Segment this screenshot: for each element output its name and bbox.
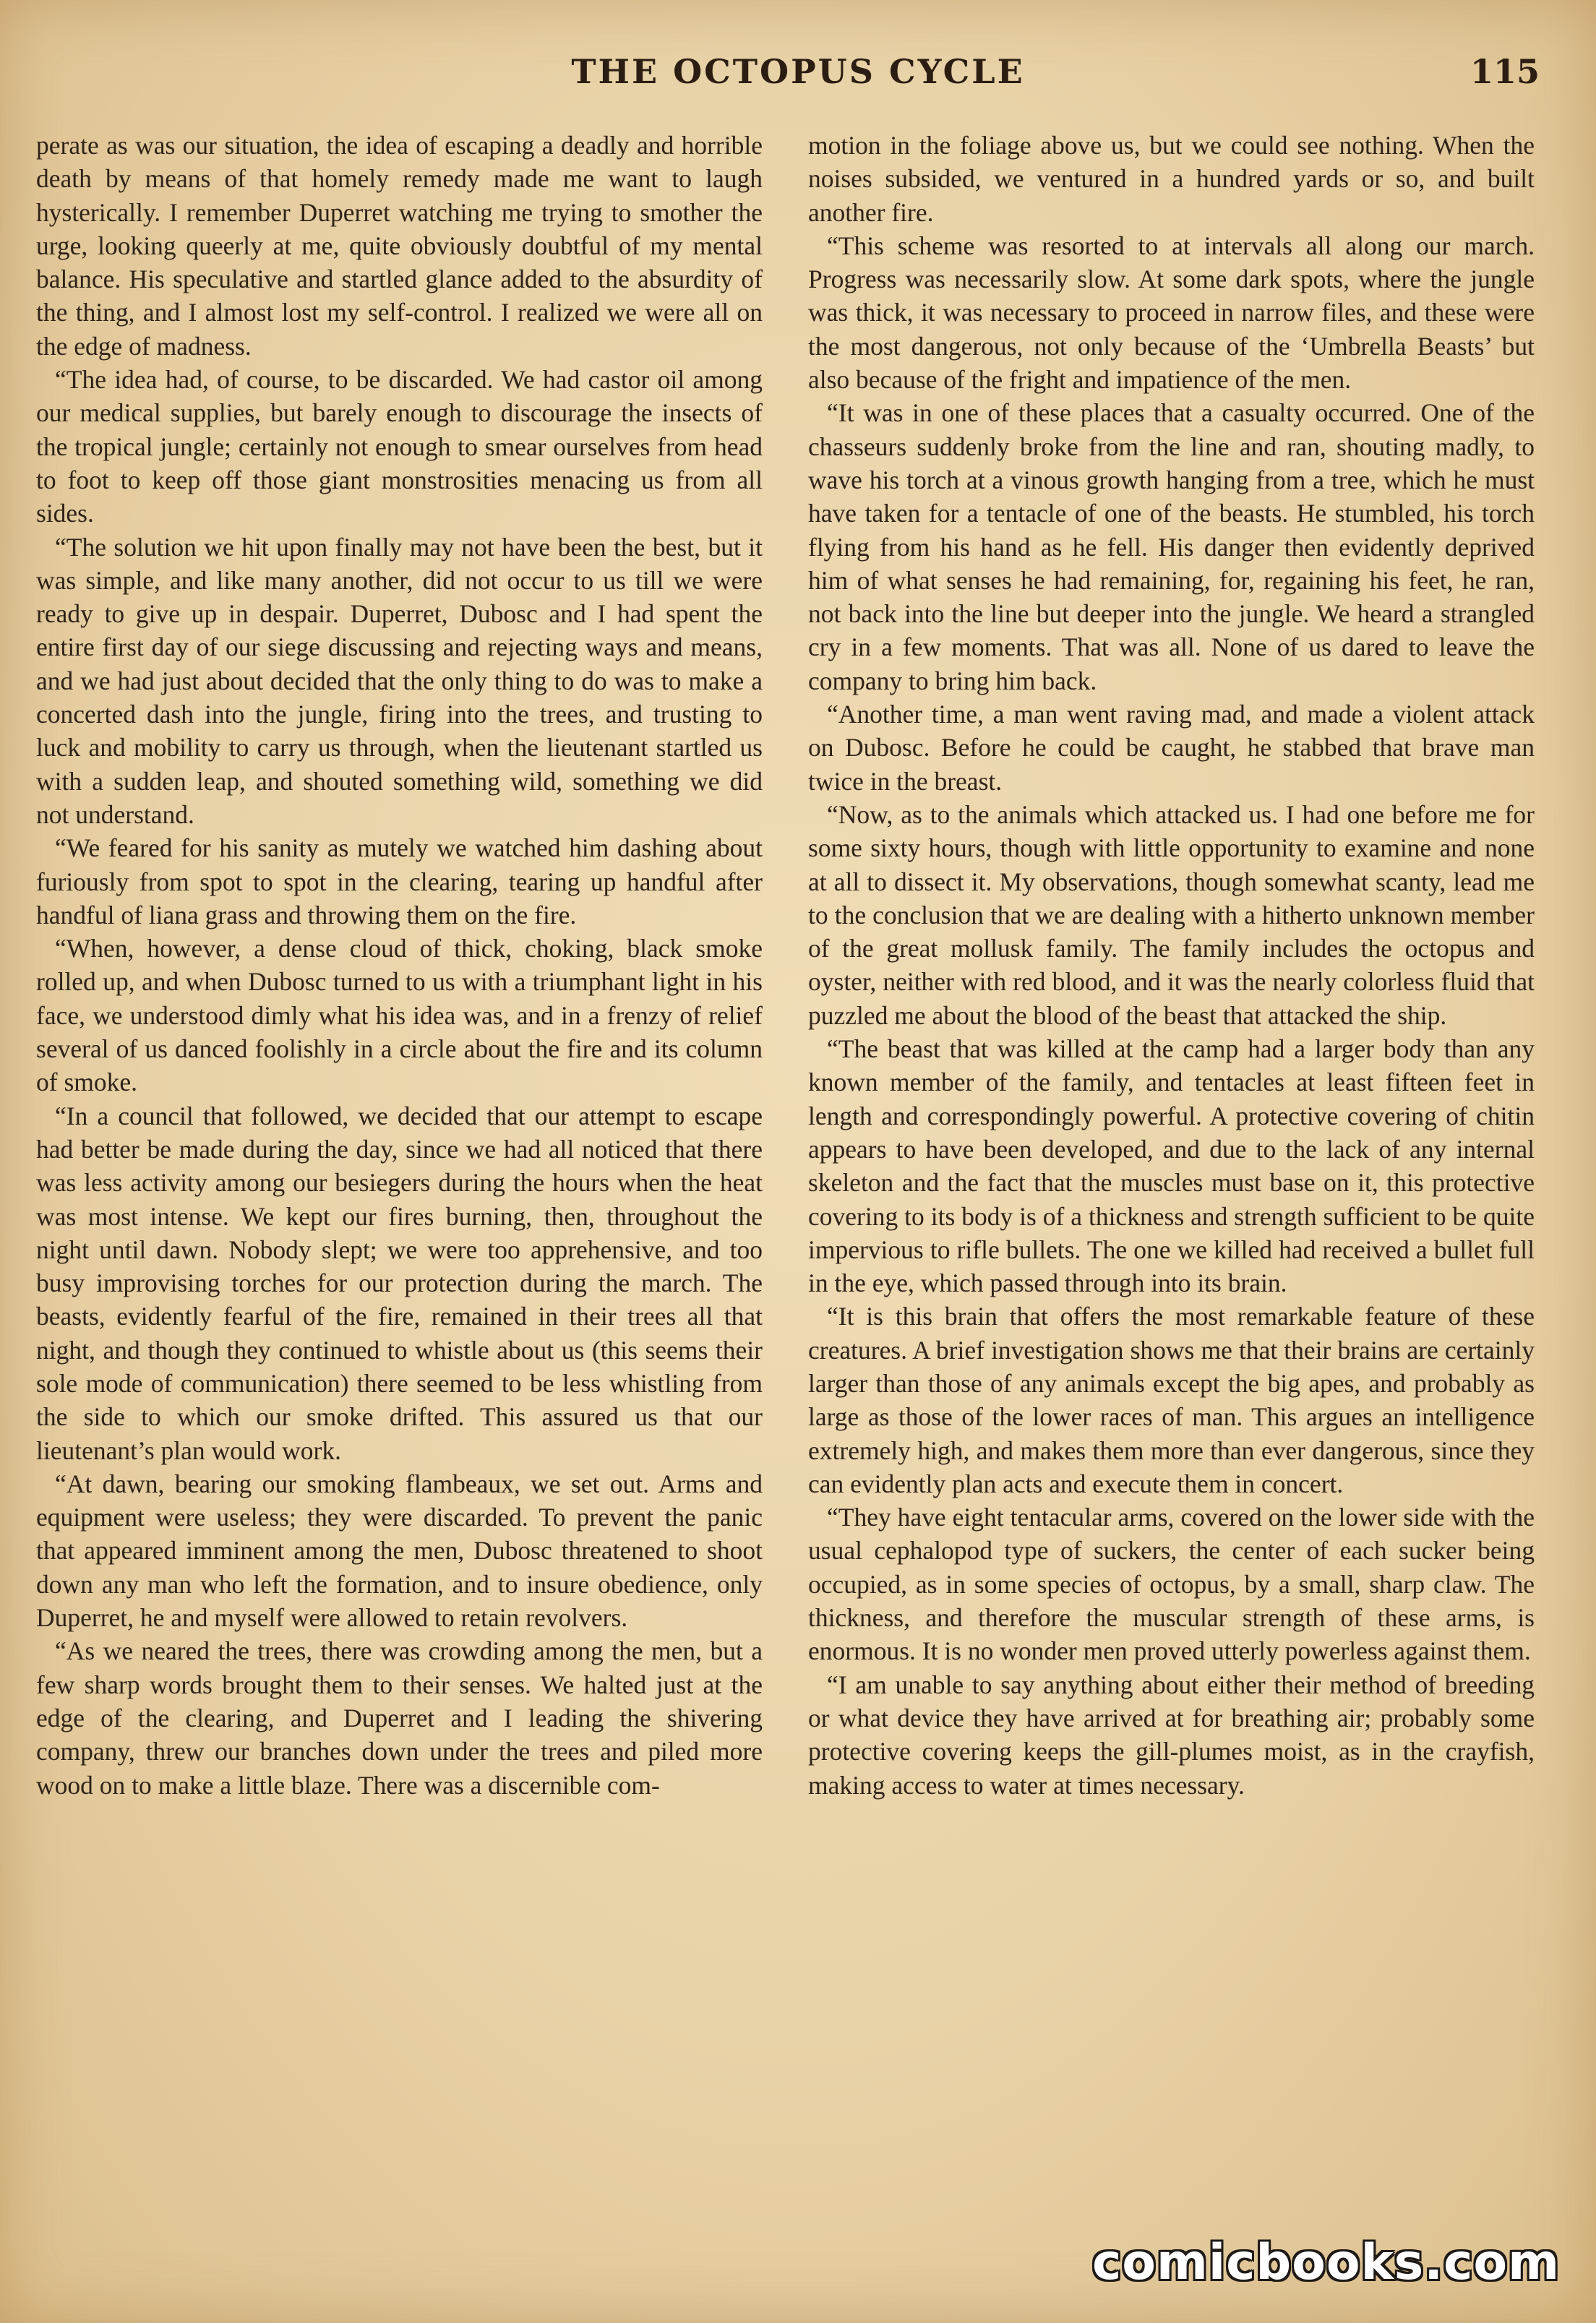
paragraph: “The solution we hit upon finally may not have been the best, but it was simple, and like many another, did not occur to us till we were ready to give up in despair. Duperret, Dubosc and I had spent the entire first day of our siege discussing and rejecting ways and means, and we had just about decided that the only thing to do was to make a concerted dash into the jungle, firing into the trees, and trusting to luck and mobility to carry us through, when the lieutenant startled us with a sudden leap, and shouted something wild, something we did not understand. (36, 532, 763, 829)
right-column (808, 129, 1535, 2254)
paragraph: “I am unable to say anything about either their method of breeding or what device they have arrived at for breathing air; probably some protective covering keeps the gill-plumes moist, as in the crayfish, making access to water at times necessary. (808, 1670, 1535, 1800)
paragraph: “The idea had, of course, to be discarded. We had castor oil among our medical supplies, but barely enough to discourage the insects of the tropical jungle; certainly not enough to smear ourselves from head to foot to keep off those giant monstrosities menacing us from all sides. (36, 365, 763, 528)
paragraph: motion in the foliage above us, but we could see nothing. When the noises subsided, we ventured in a hundred yards or so, and built another fire. (808, 131, 1535, 227)
watermark: comicbooks.com (1091, 2234, 1560, 2291)
running-header (0, 52, 1596, 110)
paragraph: “It is this brain that offers the most remarkable feature of these creatures. A brief investigation shows me that their brains are certainly larger than those of any animals except the big apes, and probably as large as those of the lower races of man. This argues an intelligence extremely high, and makes them more than ever dangerous, since they can evidently plan acts and execute them in concert. (808, 1302, 1535, 1498)
paragraph: “Now, as to the animals which attacked us. I had one before me for some sixty hours, though with little opportunity to examine and none at all to dissect it. My observations, though somewhat scanty, lead me to the conclusion that we are dealing with a hitherto unknown member of the great mollusk family. The family includes the octopus and oyster, neither with red blood, and it was the nearly colorless fluid that puzzled me about the blood of the beast that attacked the ship. (808, 799, 1535, 1030)
paragraph: “As we neared the trees, there was crowding among the men, but a few sharp words brought them to their senses. We halted just at the edge of the clearing, and Duperret and I leading the shivering company, threw our branches down under the trees and piled more wood on to make a little blaze. There was a discernible com- (36, 1636, 763, 1800)
left-column (36, 129, 763, 2254)
paragraph: perate as was our situation, the idea of escaping a deadly and horrible death by means of that homely remedy made me want to laugh hysterically. I remember Duperret watching me trying to smother the urge, looking queerly at me, quite obviously doubtful of my mental balance. His speculative and startled glance added to the absurdity of the thing, and I almost lost my self-control. I realized we were all on the edge of madness. (36, 131, 763, 361)
paragraph: “Another time, a man went raving mad, and made a violent attack on Dubosc. Before he could be caught, he stabbed that brave man twice in the breast. (808, 700, 1535, 796)
running-title: THE OCTOPUS CYCLE (571, 52, 1025, 91)
paragraph: “We feared for his sanity as mutely we watched him dashing about furiously from spot to spot in the clearing, tearing up handful after handful of liana grass and throwing them on the fire. (36, 833, 763, 929)
paragraph: “They have eight tentacular arms, covered on the lower side with the usual cephalopod type of suckers, the center of each sucker being occupied, as in some species of octopus, by a small, sharp claw. The thickness, and therefore the muscular strength of these arms, is enormous. It is no wonder men proved utterly powerless against them. (808, 1503, 1535, 1666)
paragraph: “This scheme was resorted to at intervals all along our march. Progress was necessarily slow. At some dark spots, where the jungle was thick, it was necessary to proceed in narrow files, and these were the most dangerous, not only because of the ‘Umbrella Beasts’ but also because of the fright and impatience of the men. (808, 231, 1535, 395)
paragraph: “At dawn, bearing our smoking flambeaux, we set out. Arms and equipment were useless; they were discarded. To prevent the panic that appeared imminent among the men, Dubosc threatened to shoot down any man who left the formation, and to insure obedience, only Duperret, he and myself were allowed to retain revolvers. (36, 1469, 763, 1633)
page-number: 115 (1470, 52, 1540, 91)
paragraph: “The beast that was killed at the camp had a larger body than any known member of the family, and tentacles at least fifteen feet in length and correspondingly powerful. A protective covering of chitin appears to have been developed, and due to the lack of any internal skeleton and the fact that the muscles must base on it, this protective covering to its body is of a thickness and strength sufficient to be quite impervious to rifle bullets. The one we killed had received a bullet full in the eye, which passed through into its brain. (808, 1034, 1535, 1298)
paragraph: “In a council that followed, we decided that our attempt to escape had better be made during the day, since we had all noticed that there was less activity among our besiegers during the hours when the heat was most intense. We kept our fires burning, then, throughout the night until dawn. Nobody slept; we were too apprehensive, and too busy improvising torches for our protection during the march. The beasts, evidently fearful of the fire, remained in their trees all that night, and though they continued to whistle about us (this seems their sole mode of communication) there seemed to be less whistling from the side to which our smoke drifted. This assured us that our lieutenant’s plan would work. (36, 1101, 763, 1465)
paragraph: “When, however, a dense cloud of thick, choking, black smoke rolled up, and when Dubosc turned to us with a triumphant light in his face, we understood dimly what his idea was, and in a frenzy of relief several of us danced foolishly in a circle about the fire and its column of smoke. (36, 934, 763, 1097)
paragraph: “It was in one of these places that a casualty occurred. One of the chasseurs suddenly broke from the line and ran, shouting madly, to wave his torch at a vinous growth hanging from a tree, which he must have taken for a tentacle of one of the beasts. He stumbled, his torch flying from his hand as he fell. His danger then evidently deprived him of what senses he had remaining, for, regaining his feet, he ran, not back into the line but deeper into the jungle. We heard a strangled cry in a few moments. That was all. None of us dared to leave the company to bring him back. (808, 398, 1535, 695)
